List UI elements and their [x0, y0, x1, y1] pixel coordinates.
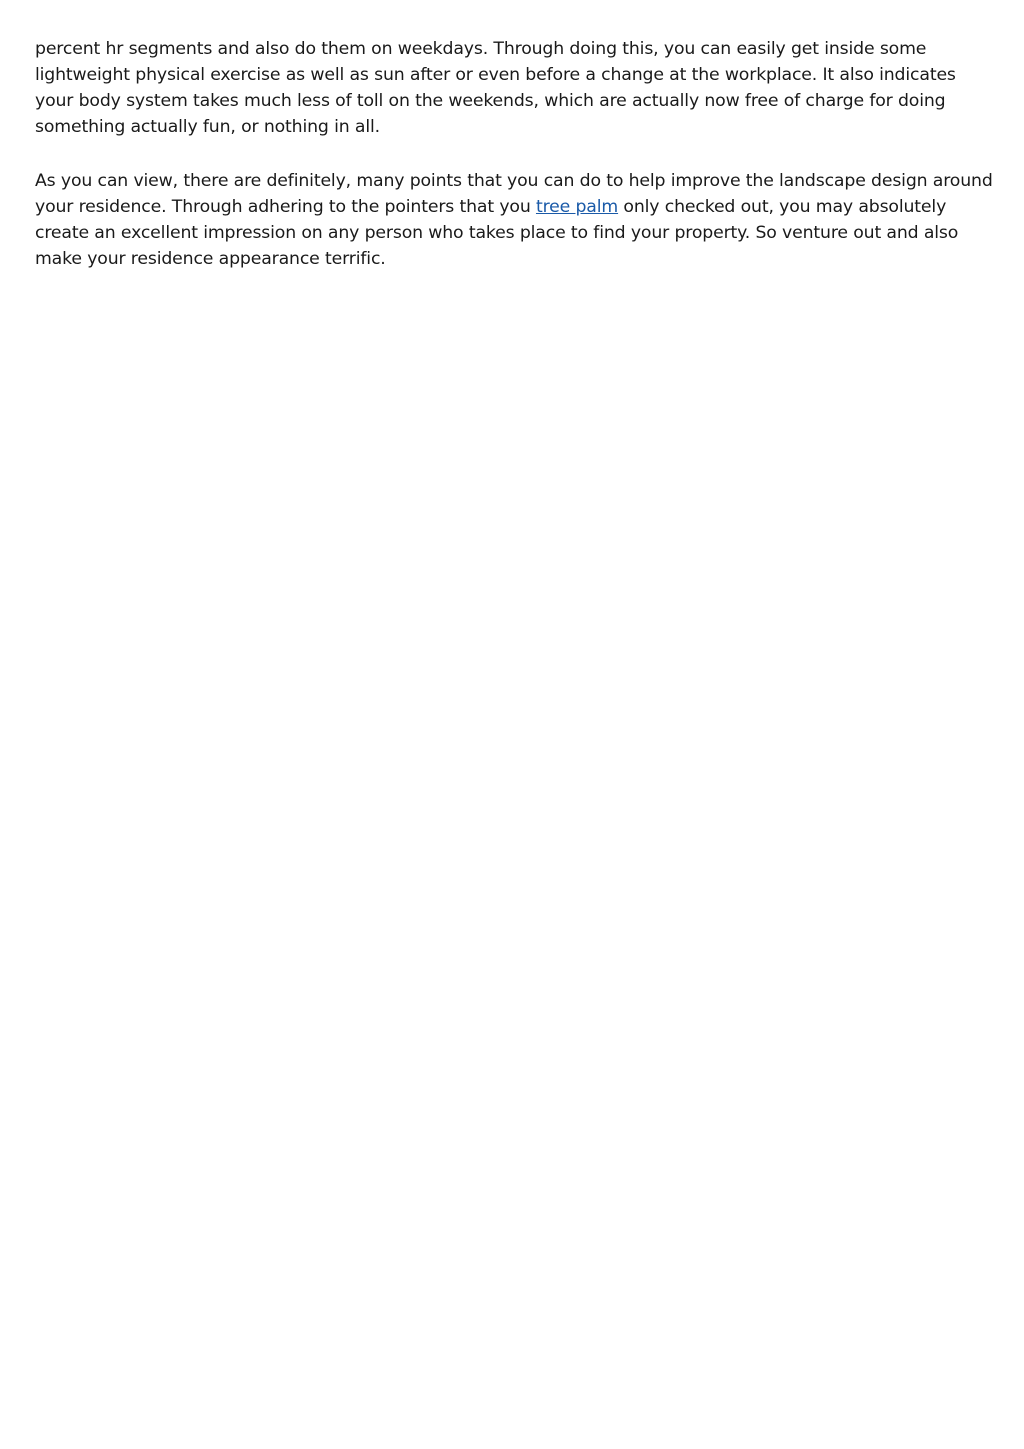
paragraph-2-text-before-link: As you can view, there are definitely, many points that you can do to help improve the landscape design around your residence. Through adhering to the pointers that you: [35, 171, 993, 217]
paragraph-1: [35, 36, 995, 140]
paragraph-2: [35, 168, 995, 272]
paragraph-2-text-after-link: only checked out, you may absolutely create an excellent impression on any person who takes place to find your property. So venture out and also make your residence appearance terrific.: [35, 197, 959, 269]
paragraph-1-text: percent hr segments and also do them on weekdays. Through doing this, you can easily get inside some lightweight physical exercise as well as sun after or even before a change at the workplace. It also indicates your body system takes much less of toll on the weekends, which are actually now free of charge for doing something actually fun, or nothing in all.: [35, 39, 956, 137]
document-body: [35, 36, 995, 272]
tree-palm-link[interactable]: tree palm: [535, 197, 619, 217]
